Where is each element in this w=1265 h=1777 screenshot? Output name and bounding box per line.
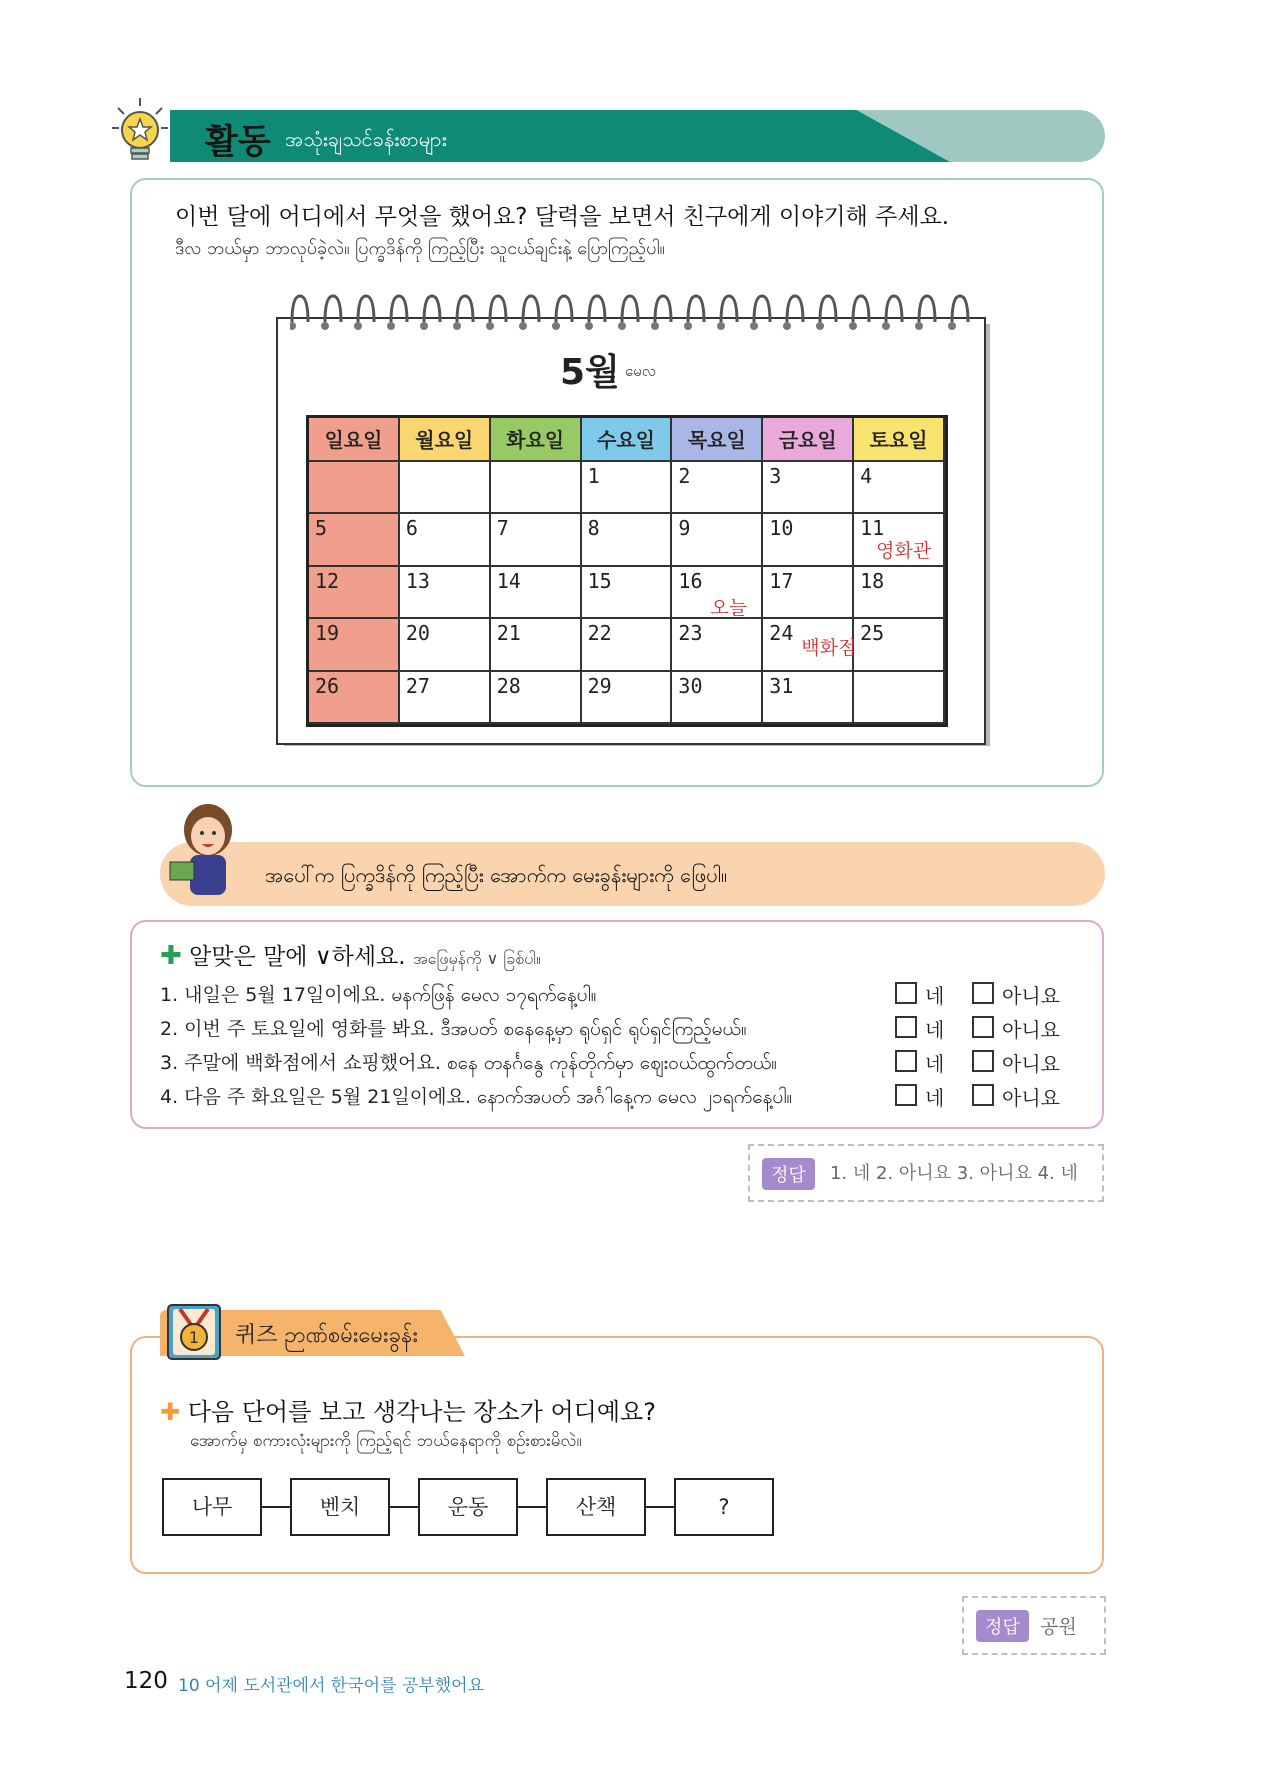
calendar-day-cell: 16 (672, 567, 763, 619)
question-korean: 이번 달에 어디에서 무엇을 했어요? 달력을 보면서 친구에게 이야기해 주세요. (175, 204, 950, 230)
yes-checkbox[interactable] (895, 1084, 917, 1106)
calendar-day-cell: 15 (582, 567, 673, 619)
weekday-header: 일요일 (309, 418, 400, 462)
answer-badge: 정답 (762, 1158, 815, 1190)
word-connector-line (262, 1506, 290, 1508)
no-checkbox[interactable] (972, 1050, 994, 1072)
quiz-box (130, 1336, 1104, 1574)
question-row: 1. 내일은 5월 17일이에요. မနက်ဖြန် မေလ ၁၇ရက်နေ့ပါ။ (160, 984, 597, 1006)
question-row: 4. 다음 주 화요일은 5월 21일이에요. နောက်အပတ် အင်္ဂါနေ့က မေလ ၂၁ရက်နေ့ပါ။ (160, 1086, 793, 1108)
no-checkbox[interactable] (972, 1016, 994, 1038)
activity-title: 활동 (205, 122, 271, 162)
quiz-word-box: 나무 (162, 1478, 262, 1536)
calendar-day-cell: 6 (400, 514, 491, 566)
answer-text-2: 공원 (1040, 1616, 1077, 1638)
calendar-day-cell (400, 462, 491, 514)
quiz-question-korean: 다음 단어를 보고 생각나는 장소가 어디예요? (187, 1398, 656, 1426)
calendar-day-cell: 22 (582, 619, 673, 671)
calendar-day-cell: 28 (491, 672, 582, 724)
calendar-day-cell: 14 (491, 567, 582, 619)
calendar-day-cell: 21 (491, 619, 582, 671)
calendar-day-cell: 19 (309, 619, 400, 671)
weekday-header: 토요일 (854, 418, 945, 462)
calendar-note-dept-store: 백화점 (801, 637, 857, 660)
answer-box-2 (962, 1596, 1106, 1655)
yes-label: 네 (925, 1018, 945, 1042)
quiz-title: 퀴즈 ဉာဏ်စမ်းမေးခွန်း (235, 1323, 418, 1348)
calendar-note-movie: 영화관 (876, 540, 932, 563)
quiz-word-box: 산책 (546, 1478, 646, 1536)
calendar-day-cell: 30 (672, 672, 763, 724)
teacher-illustration (160, 800, 250, 900)
quiz-question-burmese: အောက်မှ စကားလုံးများကို ကြည့်ရင် ဘယ်နေရာကို စဉ်းစားမိလဲ။ (190, 1431, 582, 1451)
instruction-burmese: အဖြေမှန်ကို ∨ ခြစ်ပါ။ (412, 949, 541, 968)
yes-label: 네 (925, 1086, 945, 1110)
quiz-question (160, 1392, 656, 1427)
answer-text-1: 1. 네 2. 아니요 3. 아니요 4. 네 (830, 1163, 1078, 1184)
yes-label: 네 (925, 984, 945, 1008)
weekday-header: 목요일 (672, 418, 763, 462)
calendar-day-cell: 10 (763, 514, 854, 566)
calendar-day-cell: 2 (672, 462, 763, 514)
calendar-day-cell: 27 (400, 672, 491, 724)
calendar-month: 5월 (560, 352, 620, 393)
no-checkbox[interactable] (972, 1084, 994, 1106)
activity-subtitle: အသုံးချသင်ခန်းစာများ (285, 127, 447, 151)
calendar-day-cell (854, 672, 945, 724)
calendar-day-cell: 5 (309, 514, 400, 566)
yes-checkbox[interactable] (895, 1050, 917, 1072)
word-connector-line (646, 1506, 674, 1508)
calendar-day-cell: 8 (582, 514, 673, 566)
weekday-header: 수요일 (582, 418, 673, 462)
calendar-day-cell (309, 462, 400, 514)
calendar-day-cell (491, 462, 582, 514)
calendar-day-cell: 23 (672, 619, 763, 671)
calendar-day-cell: 18 (854, 567, 945, 619)
word-connector-line (390, 1506, 418, 1508)
answer-badge: 정답 (976, 1610, 1029, 1642)
plus-icon: ✚ (160, 1398, 181, 1426)
no-label: 아니요 (1002, 1052, 1060, 1076)
calendar-grid (306, 415, 948, 727)
medal-icon (166, 1303, 222, 1361)
plus-icon: ✚ (160, 941, 182, 971)
lightbulb-star-icon (112, 98, 168, 166)
calendar-day-cell: 1 (582, 462, 673, 514)
calendar-day-cell: 17 (763, 567, 854, 619)
calendar-day-cell: 9 (672, 514, 763, 566)
calendar-spiral-rings (290, 292, 980, 340)
calendar-day-cell: 4 (854, 462, 945, 514)
calendar-day-cell: 29 (582, 672, 673, 724)
question-row: 2. 이번 주 토요일에 영화를 봐요. ဒီအပတ် စနေနေ့မှာ ရုပ်ရှင် ရုပ်ရှင်ကြည့်မယ်။ (160, 1018, 747, 1040)
calendar-day-cell: 12 (309, 567, 400, 619)
calendar-day-cell: 20 (400, 619, 491, 671)
no-label: 아니요 (1002, 1086, 1060, 1110)
yes-label: 네 (925, 1052, 945, 1076)
quiz-word-box: 운동 (418, 1478, 518, 1536)
calendar-day-cell: 3 (763, 462, 854, 514)
calendar-day-cell: 25 (854, 619, 945, 671)
instruction-korean: 알맞은 말에 ∨하세요. (189, 944, 406, 970)
yes-checkbox[interactable] (895, 1016, 917, 1038)
calendar-day-cell: 26 (309, 672, 400, 724)
no-checkbox[interactable] (972, 982, 994, 1004)
calendar-note-today: 오늘 (710, 596, 748, 619)
exercise-instruction (160, 938, 541, 972)
weekday-header: 금요일 (763, 418, 854, 462)
no-label: 아니요 (1002, 1018, 1060, 1042)
yes-checkbox[interactable] (895, 982, 917, 1004)
chapter-title: 10 어제 도서관에서 한국어를 공부했어요 (178, 1676, 484, 1696)
page-number: 120 (124, 1668, 168, 1694)
word-connector-line (518, 1506, 546, 1508)
quiz-word-box: ? (674, 1478, 774, 1536)
teacher-instruction: အပေါ်က ပြက္ခဒိန်ကို ကြည့်ပြီး အောက်က မေးခွန်းများကို ဖြေပါ။ (265, 863, 728, 887)
weekday-header: 월요일 (400, 418, 491, 462)
quiz-word-box: 벤치 (290, 1478, 390, 1536)
calendar-day-cell: 13 (400, 567, 491, 619)
calendar-day-cell: 31 (763, 672, 854, 724)
weekday-header: 화요일 (491, 418, 582, 462)
medal-number: 1 (188, 1328, 200, 1347)
question-row: 3. 주말에 백화점에서 쇼핑했어요. စနေ တနင်္ဂနွေ ကုန်တိုက်မှာ ဈေးဝယ်ထွက်တယ်။ (160, 1052, 778, 1074)
question-burmese: ဒီလ ဘယ်မှာ ဘာလုပ်ခဲ့လဲ။ ပြက္ခဒိန်ကို ကြည့်ပြီး သူငယ်ချင်းနဲ့ ပြောကြည့်ပါ။ (175, 238, 665, 259)
no-label: 아니요 (1002, 984, 1060, 1008)
calendar-day-cell: 7 (491, 514, 582, 566)
calendar-day-cell: 24 (763, 619, 854, 671)
calendar-day-cell: 11 (854, 514, 945, 566)
calendar-month-burmese: မေလ (625, 362, 656, 380)
